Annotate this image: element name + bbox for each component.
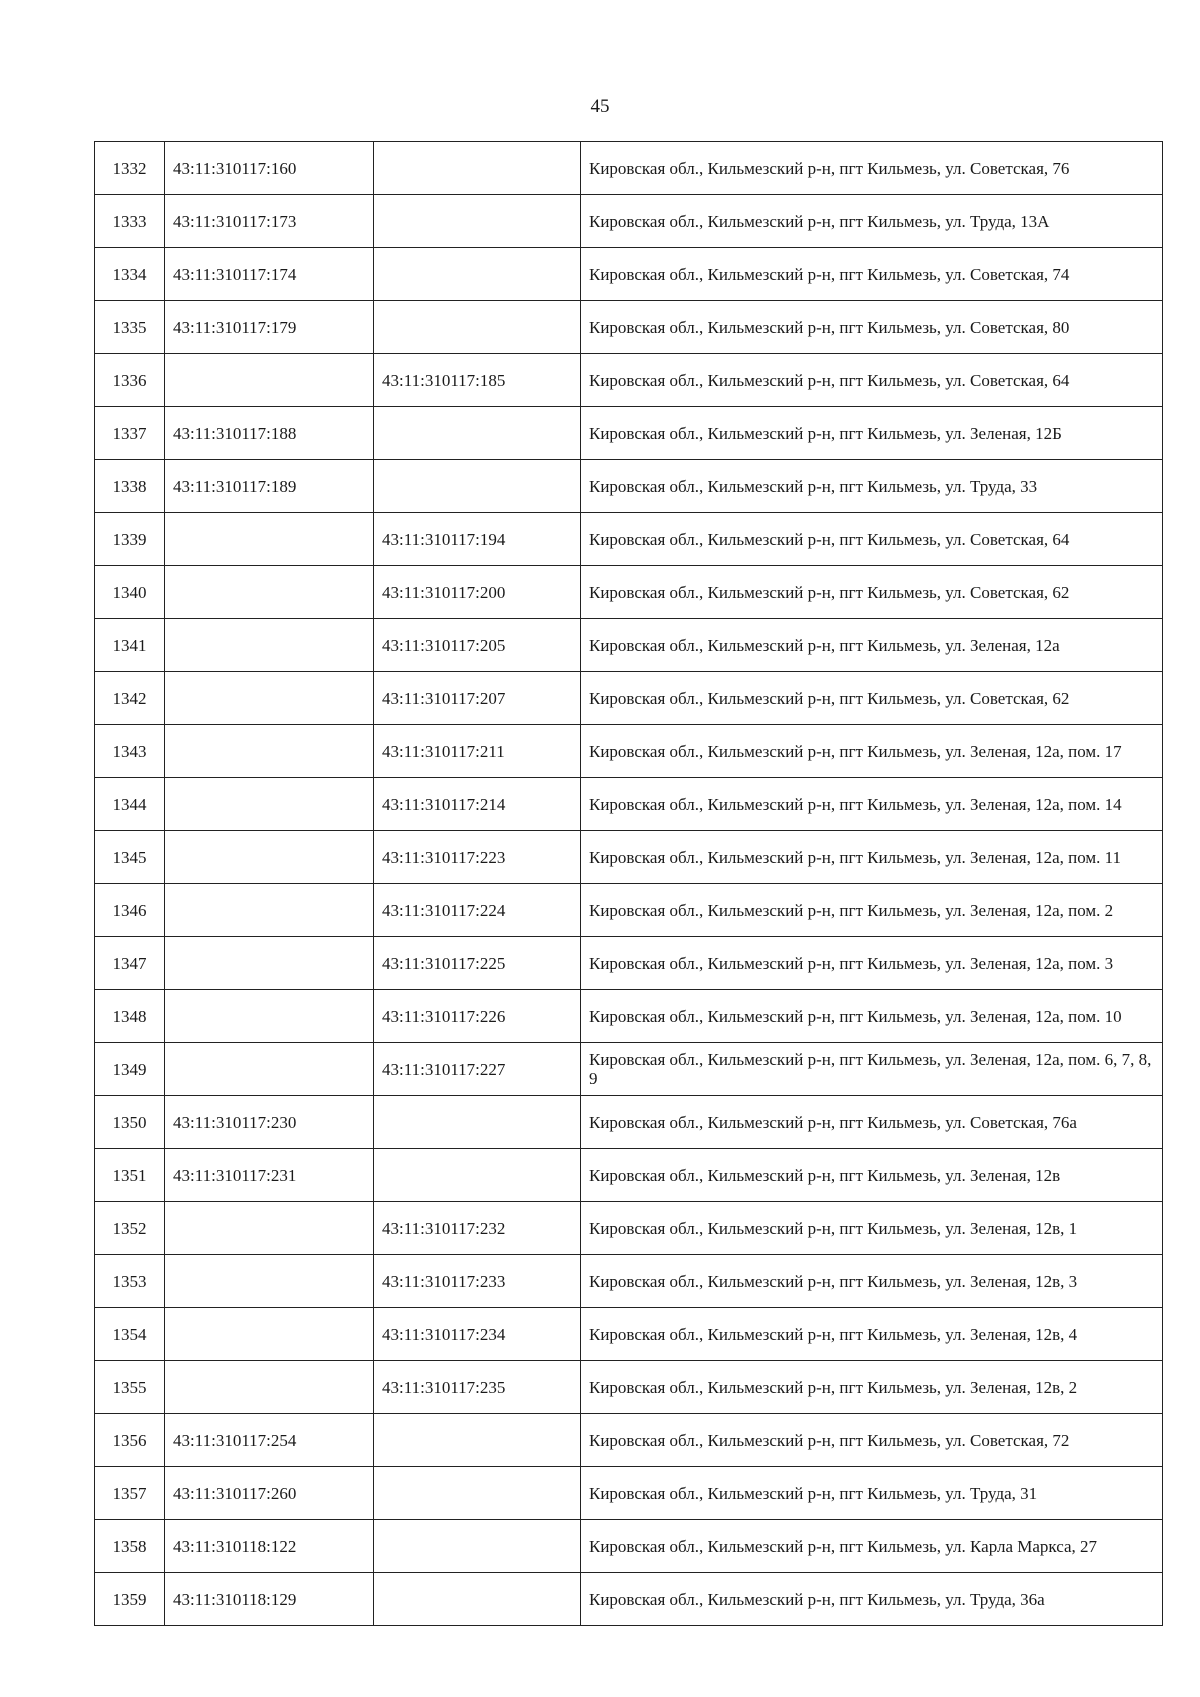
row-number-cell: 1355 — [95, 1361, 165, 1414]
cadastral-number-alt-cell — [374, 1149, 581, 1202]
address-cell: Кировская обл., Кильмезский р-н, пгт Кильмезь, ул. Зеленая, 12Б — [581, 407, 1163, 460]
cadastral-number-alt-cell: 43:11:310117:211 — [374, 725, 581, 778]
table-row — [95, 1573, 1163, 1626]
cadastral-number-cell: 43:11:310117:260 — [165, 1467, 374, 1520]
cadastral-number-alt-cell: 43:11:310117:232 — [374, 1202, 581, 1255]
cadastral-number-cell — [165, 778, 374, 831]
cadastral-number-alt-cell: 43:11:310117:235 — [374, 1361, 581, 1414]
address-cell: Кировская обл., Кильмезский р-н, пгт Кильмезь, ул. Советская, 64 — [581, 354, 1163, 407]
address-cell: Кировская обл., Кильмезский р-н, пгт Кильмезь, ул. Зеленая, 12в, 2 — [581, 1361, 1163, 1414]
cadastral-number-cell: 43:11:310117:254 — [165, 1414, 374, 1467]
table-row — [95, 725, 1163, 778]
registry-table — [94, 141, 1163, 1626]
table-row — [95, 884, 1163, 937]
cadastral-number-cell — [165, 1361, 374, 1414]
row-number-cell: 1336 — [95, 354, 165, 407]
cadastral-number-alt-cell — [374, 1414, 581, 1467]
cadastral-number-cell — [165, 672, 374, 725]
cadastral-number-cell: 43:11:310117:231 — [165, 1149, 374, 1202]
row-number-cell: 1354 — [95, 1308, 165, 1361]
cadastral-number-alt-cell — [374, 1573, 581, 1626]
cadastral-number-alt-cell — [374, 1096, 581, 1149]
cadastral-number-cell — [165, 513, 374, 566]
table-row — [95, 1202, 1163, 1255]
cadastral-number-cell: 43:11:310117:230 — [165, 1096, 374, 1149]
row-number-cell: 1351 — [95, 1149, 165, 1202]
cadastral-number-alt-cell — [374, 1520, 581, 1573]
cadastral-number-alt-cell — [374, 407, 581, 460]
cadastral-number-cell — [165, 1255, 374, 1308]
cadastral-number-cell — [165, 1202, 374, 1255]
table-row — [95, 619, 1163, 672]
table-row — [95, 301, 1163, 354]
cadastral-number-cell: 43:11:310117:160 — [165, 142, 374, 195]
row-number-cell: 1350 — [95, 1096, 165, 1149]
row-number-cell: 1341 — [95, 619, 165, 672]
table-row — [95, 566, 1163, 619]
cadastral-number-cell — [165, 1043, 374, 1096]
row-number-cell: 1337 — [95, 407, 165, 460]
row-number-cell: 1348 — [95, 990, 165, 1043]
cadastral-number-alt-cell: 43:11:310117:227 — [374, 1043, 581, 1096]
cadastral-number-cell — [165, 884, 374, 937]
address-cell: Кировская обл., Кильмезский р-н, пгт Кильмезь, ул. Труда, 13А — [581, 195, 1163, 248]
address-cell: Кировская обл., Кильмезский р-н, пгт Кильмезь, ул. Зеленая, 12а, пом. 17 — [581, 725, 1163, 778]
row-number-cell: 1332 — [95, 142, 165, 195]
row-number-cell: 1340 — [95, 566, 165, 619]
address-cell: Кировская обл., Кильмезский р-н, пгт Кильмезь, ул. Зеленая, 12а, пом. 10 — [581, 990, 1163, 1043]
cadastral-number-alt-cell: 43:11:310117:233 — [374, 1255, 581, 1308]
cadastral-number-cell — [165, 566, 374, 619]
row-number-cell: 1347 — [95, 937, 165, 990]
table-row — [95, 1361, 1163, 1414]
table-row — [95, 1096, 1163, 1149]
cadastral-number-cell — [165, 1308, 374, 1361]
cadastral-number-alt-cell: 43:11:310117:223 — [374, 831, 581, 884]
row-number-cell: 1339 — [95, 513, 165, 566]
table-row — [95, 831, 1163, 884]
table-row — [95, 195, 1163, 248]
cadastral-number-alt-cell: 43:11:310117:194 — [374, 513, 581, 566]
table-row — [95, 990, 1163, 1043]
table-row — [95, 1520, 1163, 1573]
row-number-cell: 1334 — [95, 248, 165, 301]
page-number: 45 — [590, 96, 610, 117]
cadastral-number-cell: 43:11:310118:122 — [165, 1520, 374, 1573]
table-row — [95, 1043, 1163, 1096]
cadastral-number-cell — [165, 937, 374, 990]
table-row — [95, 248, 1163, 301]
cadastral-number-alt-cell: 43:11:310117:205 — [374, 619, 581, 672]
table-row — [95, 1308, 1163, 1361]
cadastral-number-cell: 43:11:310117:179 — [165, 301, 374, 354]
row-number-cell: 1356 — [95, 1414, 165, 1467]
row-number-cell: 1338 — [95, 460, 165, 513]
address-cell: Кировская обл., Кильмезский р-н, пгт Кильмезь, ул. Зеленая, 12в, 1 — [581, 1202, 1163, 1255]
address-cell: Кировская обл., Кильмезский р-н, пгт Кильмезь, ул. Зеленая, 12а, пом. 14 — [581, 778, 1163, 831]
cadastral-number-cell — [165, 831, 374, 884]
address-cell: Кировская обл., Кильмезский р-н, пгт Кильмезь, ул. Советская, 76а — [581, 1096, 1163, 1149]
address-cell: Кировская обл., Кильмезский р-н, пгт Кильмезь, ул. Труда, 33 — [581, 460, 1163, 513]
row-number-cell: 1344 — [95, 778, 165, 831]
row-number-cell: 1357 — [95, 1467, 165, 1520]
cadastral-number-cell — [165, 725, 374, 778]
row-number-cell: 1342 — [95, 672, 165, 725]
cadastral-number-cell: 43:11:310118:129 — [165, 1573, 374, 1626]
table-row — [95, 672, 1163, 725]
cadastral-number-alt-cell — [374, 142, 581, 195]
cadastral-number-cell: 43:11:310117:188 — [165, 407, 374, 460]
address-cell: Кировская обл., Кильмезский р-н, пгт Кильмезь, ул. Советская, 76 — [581, 142, 1163, 195]
address-cell: Кировская обл., Кильмезский р-н, пгт Кильмезь, ул. Карла Маркса, 27 — [581, 1520, 1163, 1573]
registry-table-body — [95, 142, 1163, 1626]
address-cell: Кировская обл., Кильмезский р-н, пгт Кильмезь, ул. Советская, 72 — [581, 1414, 1163, 1467]
address-cell: Кировская обл., Кильмезский р-н, пгт Кильмезь, ул. Зеленая, 12в — [581, 1149, 1163, 1202]
row-number-cell: 1349 — [95, 1043, 165, 1096]
table-row — [95, 513, 1163, 566]
cadastral-number-alt-cell: 43:11:310117:224 — [374, 884, 581, 937]
address-cell: Кировская обл., Кильмезский р-н, пгт Кильмезь, ул. Зеленая, 12а, пом. 3 — [581, 937, 1163, 990]
address-cell: Кировская обл., Кильмезский р-н, пгт Кильмезь, ул. Зеленая, 12а — [581, 619, 1163, 672]
address-cell: Кировская обл., Кильмезский р-н, пгт Кильмезь, ул. Зеленая, 12в, 3 — [581, 1255, 1163, 1308]
cadastral-number-cell — [165, 354, 374, 407]
row-number-cell: 1343 — [95, 725, 165, 778]
cadastral-number-alt-cell — [374, 1467, 581, 1520]
table-row — [95, 354, 1163, 407]
table-row — [95, 937, 1163, 990]
address-cell: Кировская обл., Кильмезский р-н, пгт Кильмезь, ул. Зеленая, 12а, пом. 2 — [581, 884, 1163, 937]
cadastral-number-alt-cell: 43:11:310117:185 — [374, 354, 581, 407]
cadastral-number-cell — [165, 990, 374, 1043]
cadastral-number-cell: 43:11:310117:189 — [165, 460, 374, 513]
address-cell: Кировская обл., Кильмезский р-н, пгт Кильмезь, ул. Труда, 31 — [581, 1467, 1163, 1520]
row-number-cell: 1359 — [95, 1573, 165, 1626]
cadastral-number-alt-cell — [374, 195, 581, 248]
table-row — [95, 142, 1163, 195]
table-row — [95, 407, 1163, 460]
address-cell: Кировская обл., Кильмезский р-н, пгт Кильмезь, ул. Зеленая, 12а, пом. 6, 7, 8, 9 — [581, 1043, 1163, 1096]
address-cell: Кировская обл., Кильмезский р-н, пгт Кильмезь, ул. Советская, 62 — [581, 566, 1163, 619]
cadastral-number-alt-cell: 43:11:310117:226 — [374, 990, 581, 1043]
row-number-cell: 1333 — [95, 195, 165, 248]
cadastral-number-alt-cell — [374, 460, 581, 513]
cadastral-number-alt-cell — [374, 248, 581, 301]
row-number-cell: 1345 — [95, 831, 165, 884]
cadastral-number-alt-cell: 43:11:310117:234 — [374, 1308, 581, 1361]
address-cell: Кировская обл., Кильмезский р-н, пгт Кильмезь, ул. Советская, 64 — [581, 513, 1163, 566]
address-cell: Кировская обл., Кильмезский р-н, пгт Кильмезь, ул. Советская, 74 — [581, 248, 1163, 301]
row-number-cell: 1358 — [95, 1520, 165, 1573]
address-cell: Кировская обл., Кильмезский р-н, пгт Кильмезь, ул. Зеленая, 12в, 4 — [581, 1308, 1163, 1361]
table-row — [95, 1149, 1163, 1202]
cadastral-number-cell — [165, 619, 374, 672]
row-number-cell: 1335 — [95, 301, 165, 354]
cadastral-number-cell: 43:11:310117:174 — [165, 248, 374, 301]
cadastral-number-cell: 43:11:310117:173 — [165, 195, 374, 248]
row-number-cell: 1353 — [95, 1255, 165, 1308]
address-cell: Кировская обл., Кильмезский р-н, пгт Кильмезь, ул. Советская, 62 — [581, 672, 1163, 725]
cadastral-number-alt-cell: 43:11:310117:225 — [374, 937, 581, 990]
address-cell: Кировская обл., Кильмезский р-н, пгт Кильмезь, ул. Труда, 36а — [581, 1573, 1163, 1626]
cadastral-number-alt-cell: 43:11:310117:214 — [374, 778, 581, 831]
table-row — [95, 1467, 1163, 1520]
cadastral-number-alt-cell — [374, 301, 581, 354]
row-number-cell: 1346 — [95, 884, 165, 937]
address-cell: Кировская обл., Кильмезский р-н, пгт Кильмезь, ул. Советская, 80 — [581, 301, 1163, 354]
row-number-cell: 1352 — [95, 1202, 165, 1255]
table-row — [95, 778, 1163, 831]
table-row — [95, 1414, 1163, 1467]
cadastral-number-alt-cell: 43:11:310117:207 — [374, 672, 581, 725]
address-cell: Кировская обл., Кильмезский р-н, пгт Кильмезь, ул. Зеленая, 12а, пом. 11 — [581, 831, 1163, 884]
table-row — [95, 460, 1163, 513]
table-row — [95, 1255, 1163, 1308]
cadastral-number-alt-cell: 43:11:310117:200 — [374, 566, 581, 619]
